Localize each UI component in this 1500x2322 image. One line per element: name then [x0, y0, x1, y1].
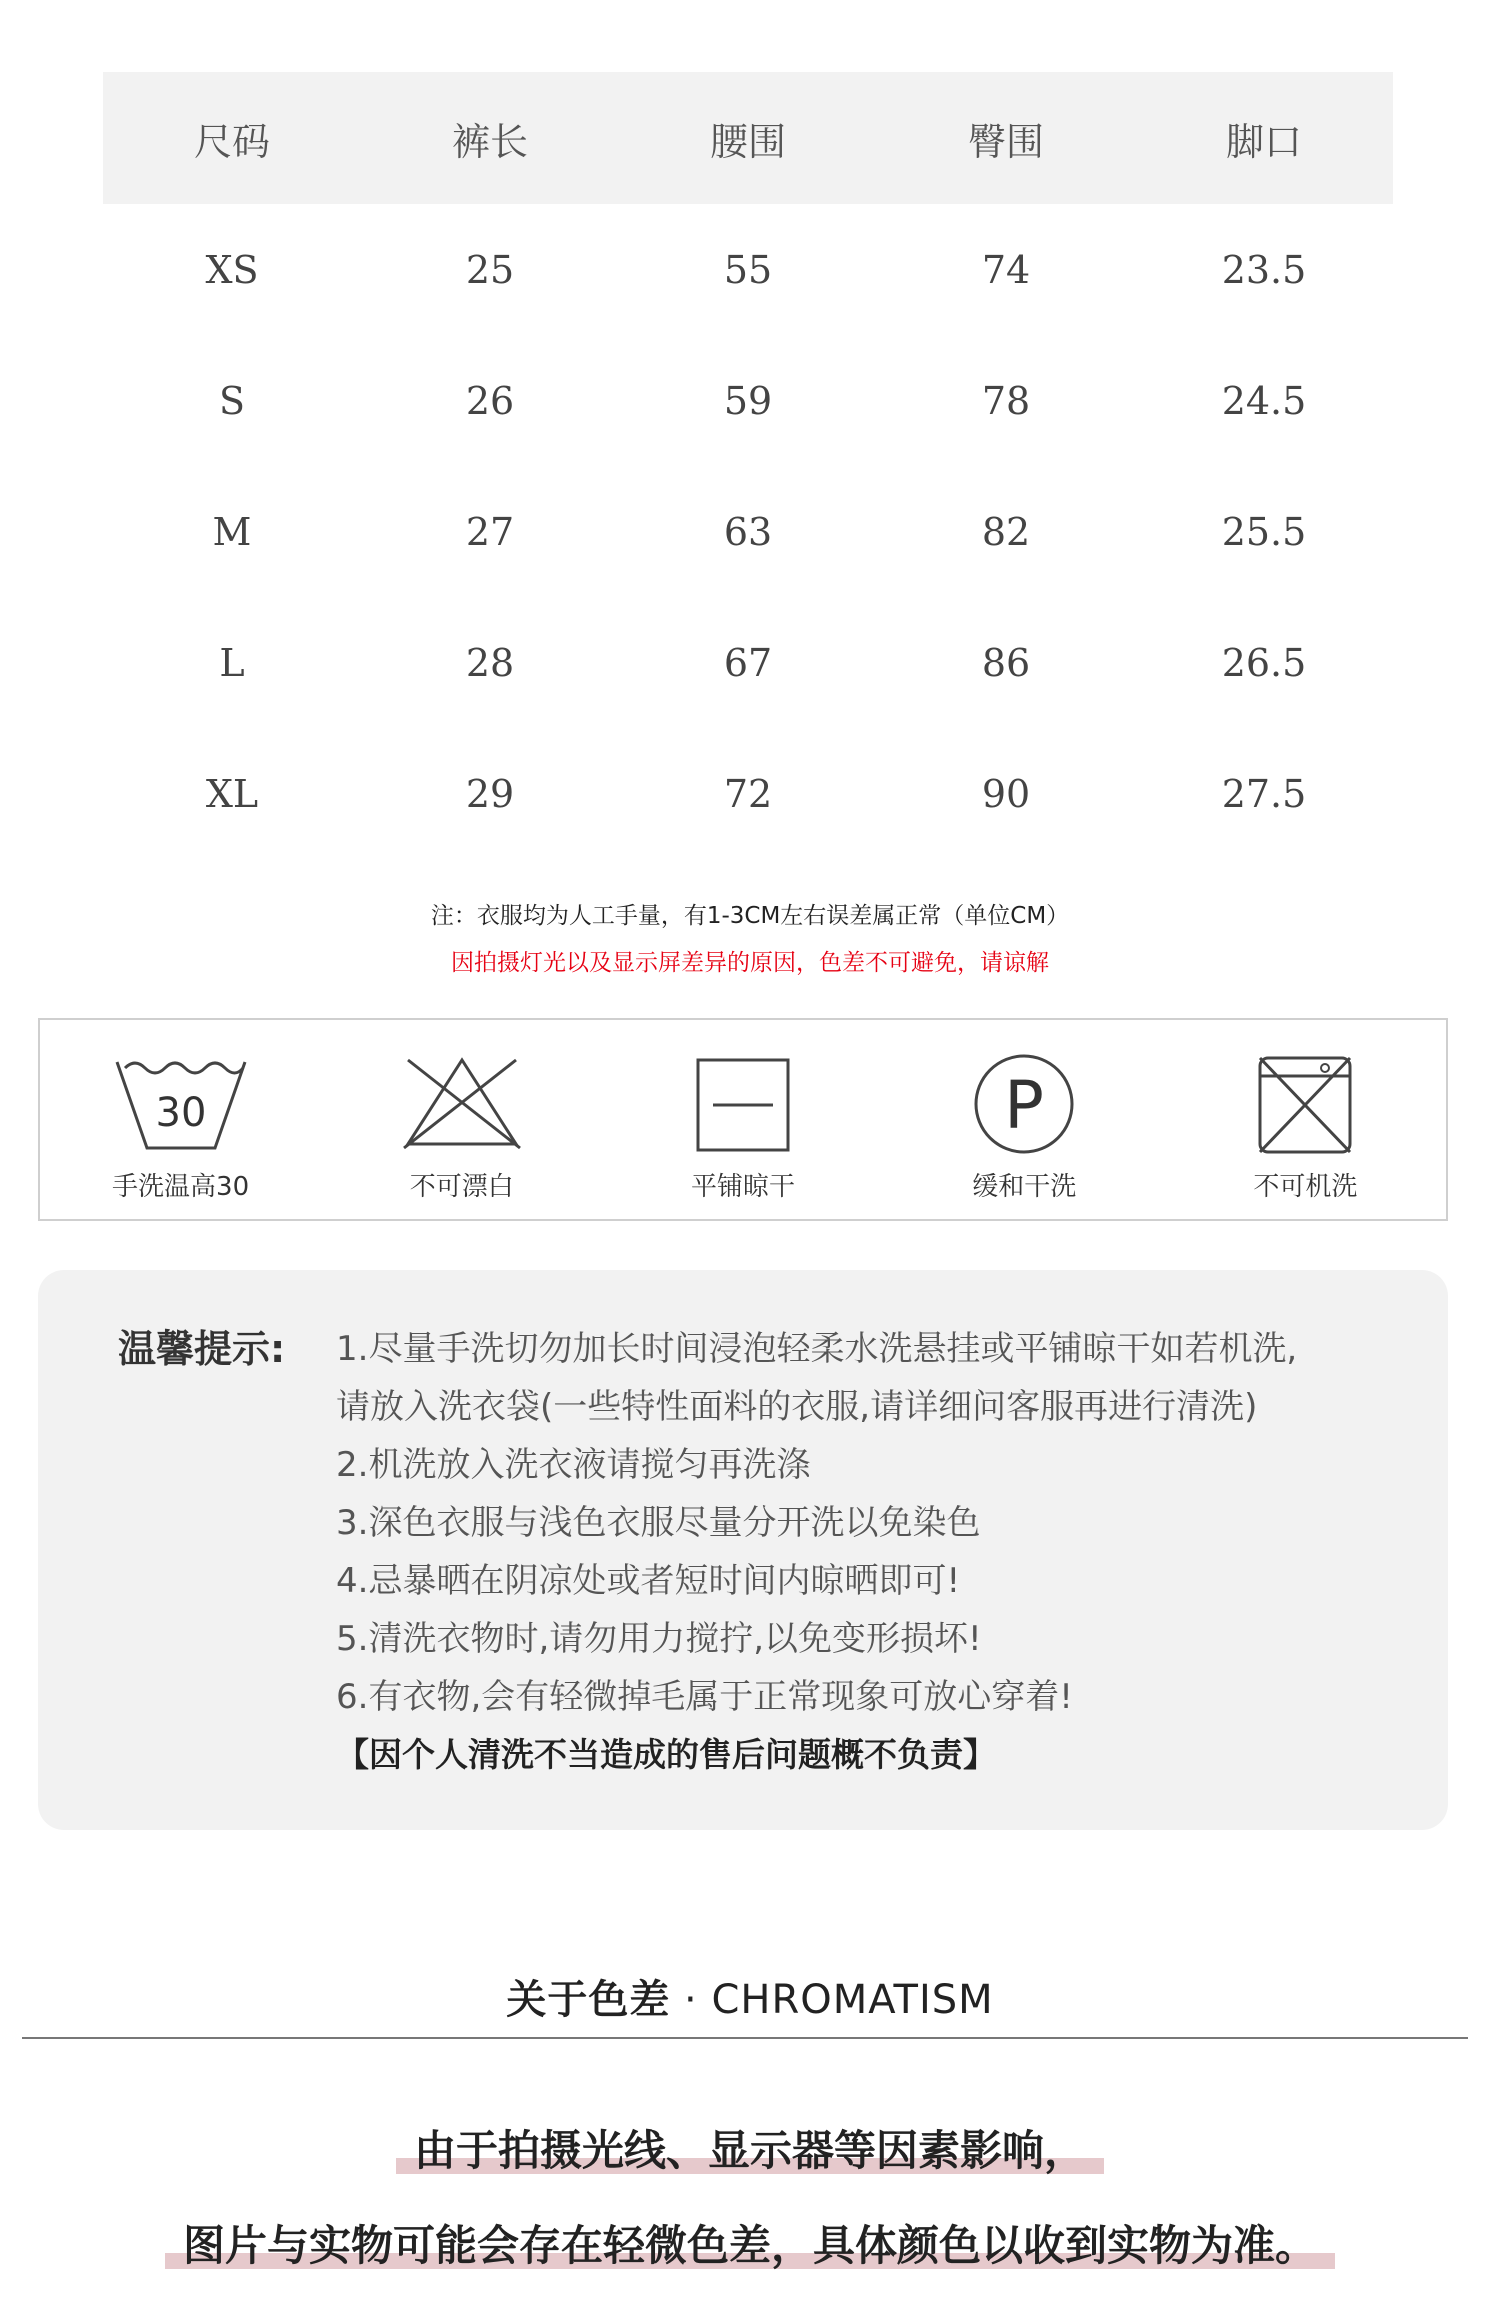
cell-hem: 27.5	[1221, 771, 1307, 816]
measurement-note: 注：衣服均为人工手量，有1-3CM左右误差属正常（单位CM）	[430, 903, 1070, 929]
size-table	[103, 72, 1393, 859]
tip-line: 请放入洗衣袋(一些特性面料的衣服,请详细问客服再进行清洗)	[336, 1387, 1258, 1427]
cell-length: 29	[465, 771, 515, 816]
care-item-hand-wash	[40, 1020, 321, 1219]
cell-hip: 90	[981, 771, 1031, 816]
care-label: 不可漂白	[409, 1172, 514, 1202]
header-hip: 臀围	[967, 119, 1044, 164]
cell-hip: 82	[981, 509, 1031, 554]
tip-line: 3.深色衣服与浅色衣服尽量分开洗以免染色	[336, 1503, 981, 1543]
care-label: 不可机洗	[1253, 1172, 1358, 1202]
cell-length: 27	[465, 509, 515, 554]
chromatism-title-separator: ·	[670, 1977, 712, 2023]
dry-flat-icon	[673, 1048, 813, 1158]
care-item-no-machine-wash	[1165, 1020, 1446, 1219]
tips-list	[336, 1320, 1416, 1784]
table-row	[103, 728, 1393, 859]
tip-line: 6.有衣物,会有轻微掉毛属于正常现象可放心穿着!	[336, 1677, 1073, 1717]
cell-waist: 63	[723, 509, 773, 554]
chromatism-line-2	[0, 2213, 1500, 2273]
chromatism-text-1: 由于拍摄光线、显示器等因素影响，	[414, 2118, 1086, 2178]
table-row	[103, 204, 1393, 335]
tip-line: 2.机洗放入洗衣液请搅匀再洗涤	[336, 1445, 811, 1485]
table-row	[103, 597, 1393, 728]
table-row	[103, 466, 1393, 597]
chromatism-heading	[0, 1968, 1500, 2025]
wash-temp-text: 30	[155, 1090, 207, 1136]
divider	[22, 2037, 1468, 2039]
cell-hip: 74	[981, 247, 1031, 292]
cell-hip: 78	[981, 378, 1031, 423]
cell-waist: 55	[723, 247, 773, 292]
cell-hem: 24.5	[1221, 378, 1307, 423]
cell-hem: 25.5	[1221, 509, 1307, 554]
care-label: 手洗温高30	[112, 1172, 250, 1202]
chromatism-title-cn: 关于色差	[506, 1977, 671, 2023]
tips-disclaimer: 【因个人清洗不当造成的售后问题概不负责】	[336, 1735, 996, 1774]
header-size: 尺码	[193, 119, 270, 164]
cell-length: 26	[465, 378, 515, 423]
dry-clean-p-icon	[954, 1048, 1094, 1158]
cell-length: 28	[465, 640, 515, 685]
header-waist: 腰围	[709, 119, 786, 164]
cell-waist: 72	[723, 771, 773, 816]
color-note: 因拍摄灯光以及显示屏差异的原因，色差不可避免，请谅解	[451, 950, 1049, 976]
cell-length: 25	[465, 247, 515, 292]
cell-size: L	[219, 640, 245, 685]
care-label: 缓和干洗	[972, 1172, 1077, 1202]
chromatism-line-1	[0, 2118, 1500, 2178]
hand-wash-30-icon	[111, 1048, 251, 1158]
care-item-dry-flat	[602, 1020, 883, 1219]
dry-clean-letter: P	[1004, 1067, 1045, 1144]
cell-size: XS	[205, 247, 259, 292]
header-hem: 脚口	[1225, 119, 1302, 164]
cell-size: S	[218, 378, 246, 423]
header-length: 裤长	[451, 119, 528, 164]
cell-size: XL	[205, 771, 259, 816]
tip-line: 1.尽量手洗切勿加长时间浸泡轻柔水洗悬挂或平铺晾干如若机洗,	[336, 1329, 1298, 1369]
cell-waist: 59	[723, 378, 773, 423]
tip-line: 4.忌暴晒在阴凉处或者短时间内晾晒即可!	[336, 1561, 961, 1601]
care-instructions	[38, 1018, 1448, 1221]
chromatism-title-en: CHROMATISM	[711, 1977, 994, 2023]
care-item-no-bleach	[321, 1020, 602, 1219]
tip-line: 5.清洗衣物时,请勿用力搅拧,以免变形损坏!	[336, 1619, 982, 1659]
cell-hem: 23.5	[1221, 247, 1307, 292]
table-row	[103, 335, 1393, 466]
size-table-header	[103, 72, 1393, 204]
cell-hem: 26.5	[1221, 640, 1307, 685]
care-label: 平铺晾干	[691, 1172, 796, 1202]
tips-title: 温馨提示:	[118, 1327, 286, 1371]
tips-panel	[38, 1270, 1448, 1830]
no-bleach-icon	[392, 1048, 532, 1158]
no-machine-wash-icon	[1235, 1048, 1375, 1158]
cell-size: M	[212, 509, 252, 554]
cell-hip: 86	[981, 640, 1031, 685]
care-item-dry-clean	[884, 1020, 1165, 1219]
chromatism-text-2: 图片与实物可能会存在轻微色差，具体颜色以收到实物为准。	[183, 2213, 1317, 2273]
cell-waist: 67	[723, 640, 773, 685]
